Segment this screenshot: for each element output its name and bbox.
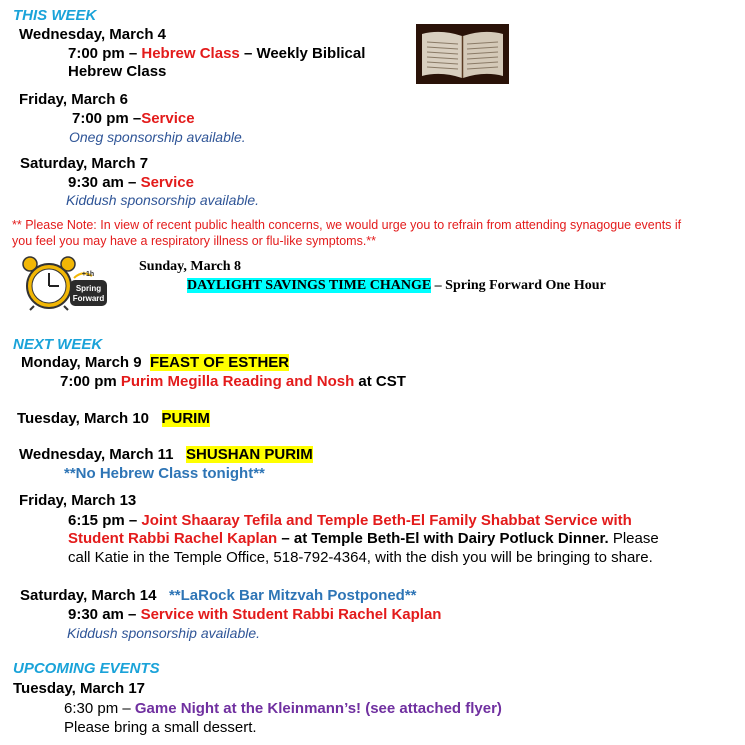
fri-march-13-line3: call Katie in the Temple Office, 518-792-4364, with the dish you will be bringing to share. (68, 549, 653, 566)
kiddush-note: Kiddush sponsorship available. (67, 625, 261, 641)
no-hebrew-class-note: **No Hebrew Class tonight** (64, 465, 265, 482)
fri-march-13-line2 (68, 530, 659, 547)
health-note-line2: you feel you may have a respiratory illness or flu-like symptoms.** (12, 234, 377, 248)
upcoming-events-heading: UPCOMING EVENTS (13, 660, 160, 677)
dst-highlight: DAYLIGHT SAVINGS TIME CHANGE (187, 278, 432, 293)
event-time: 7:00 pm – (72, 110, 142, 127)
student-rabbi-name: Student Rabbi Rachel Kaplan (68, 530, 278, 547)
service-event: Service (141, 110, 195, 127)
dessert-note: Please bring a small dessert. (64, 719, 257, 736)
sat-date: Saturday, March 14 (20, 587, 157, 604)
sat-march-14-event (68, 606, 441, 623)
wed-march-4-date: Wednesday, March 4 (19, 26, 166, 43)
clock-label-top: +1h (81, 271, 95, 278)
fri-march-6-date: Friday, March 6 (19, 91, 128, 108)
fri-march-13-date: Friday, March 13 (19, 492, 137, 509)
joint-shabbat-event: Joint Shaaray Tefila and Temple Beth-El Family Shabbat Service with (141, 512, 632, 529)
this-week-heading: THIS WEEK (13, 7, 97, 24)
open-book-icon (416, 24, 509, 84)
game-night-event: Game Night at the Kleinmann’s! (see attached flyer) (134, 700, 502, 717)
mon-date: Monday, March 9 (21, 354, 142, 371)
wed-march-4-line2: Hebrew Class (68, 63, 167, 80)
event-time: 7:00 pm (60, 373, 117, 390)
game-night-line (64, 700, 502, 717)
event-time: 7:00 pm – (68, 45, 138, 62)
dst-line (187, 278, 606, 294)
tue-march-10-line (17, 410, 210, 427)
clock-label-forward: Forward (72, 294, 105, 303)
purim-highlight: PURIM (161, 410, 210, 427)
sat-march-7-line (68, 174, 194, 191)
fri-march-6-line (72, 110, 195, 127)
megilla-event: Purim Megilla Reading and Nosh (120, 373, 355, 390)
feast-of-esther-highlight: FEAST OF ESTHER (149, 354, 290, 371)
event-time: 9:30 am – (68, 174, 137, 191)
mon-march-9-line (21, 354, 289, 371)
alarm-clock-icon (22, 256, 107, 311)
fri-march-13-line1 (68, 512, 632, 529)
wed-march-11-line (19, 446, 313, 463)
event-time: 9:30 am – (68, 606, 137, 623)
call-text-start: Please (612, 530, 659, 547)
clock-label-spring: Spring (75, 284, 102, 293)
shushan-purim-highlight: SHUSHAN PURIM (186, 446, 313, 463)
sun-march-8-date: Sunday, March 8 (139, 259, 242, 274)
tue-date: Tuesday, March 10 (17, 410, 149, 427)
event-time: 6:15 pm – (68, 512, 138, 529)
service-with-rabbi-event: Service with Student Rabbi Rachel Kaplan (140, 606, 442, 623)
event-time: 6:30 pm – (64, 700, 131, 717)
tue-march-17-date: Tuesday, March 17 (13, 680, 145, 697)
sat-march-7-date: Saturday, March 7 (20, 155, 149, 172)
health-note-line1: ** Please Note: In view of recent public health concerns, we would urge you to refrain from attending synagogue events if (12, 218, 682, 232)
sat-march-14-line (20, 587, 417, 604)
wed-march-4-line1 (68, 45, 365, 62)
oneg-note: Oneg sponsorship available. (69, 129, 246, 145)
mon-march-9-event (60, 373, 406, 390)
hebrew-class-event: Hebrew Class (141, 45, 240, 62)
dst-rest: – Spring Forward One Hour (434, 278, 606, 293)
event-description: – Weekly Biblical (243, 45, 366, 62)
service-event: Service (140, 174, 194, 191)
event-location: – at Temple Beth-El with Dairy Potluck Dinner. (281, 530, 609, 547)
bar-mitzvah-postponed-note: **LaRock Bar Mitzvah Postponed** (168, 587, 417, 604)
kiddush-note: Kiddush sponsorship available. (66, 192, 260, 208)
wed-date: Wednesday, March 11 (19, 446, 174, 463)
event-location: at CST (358, 373, 406, 390)
next-week-heading: NEXT WEEK (13, 336, 103, 353)
